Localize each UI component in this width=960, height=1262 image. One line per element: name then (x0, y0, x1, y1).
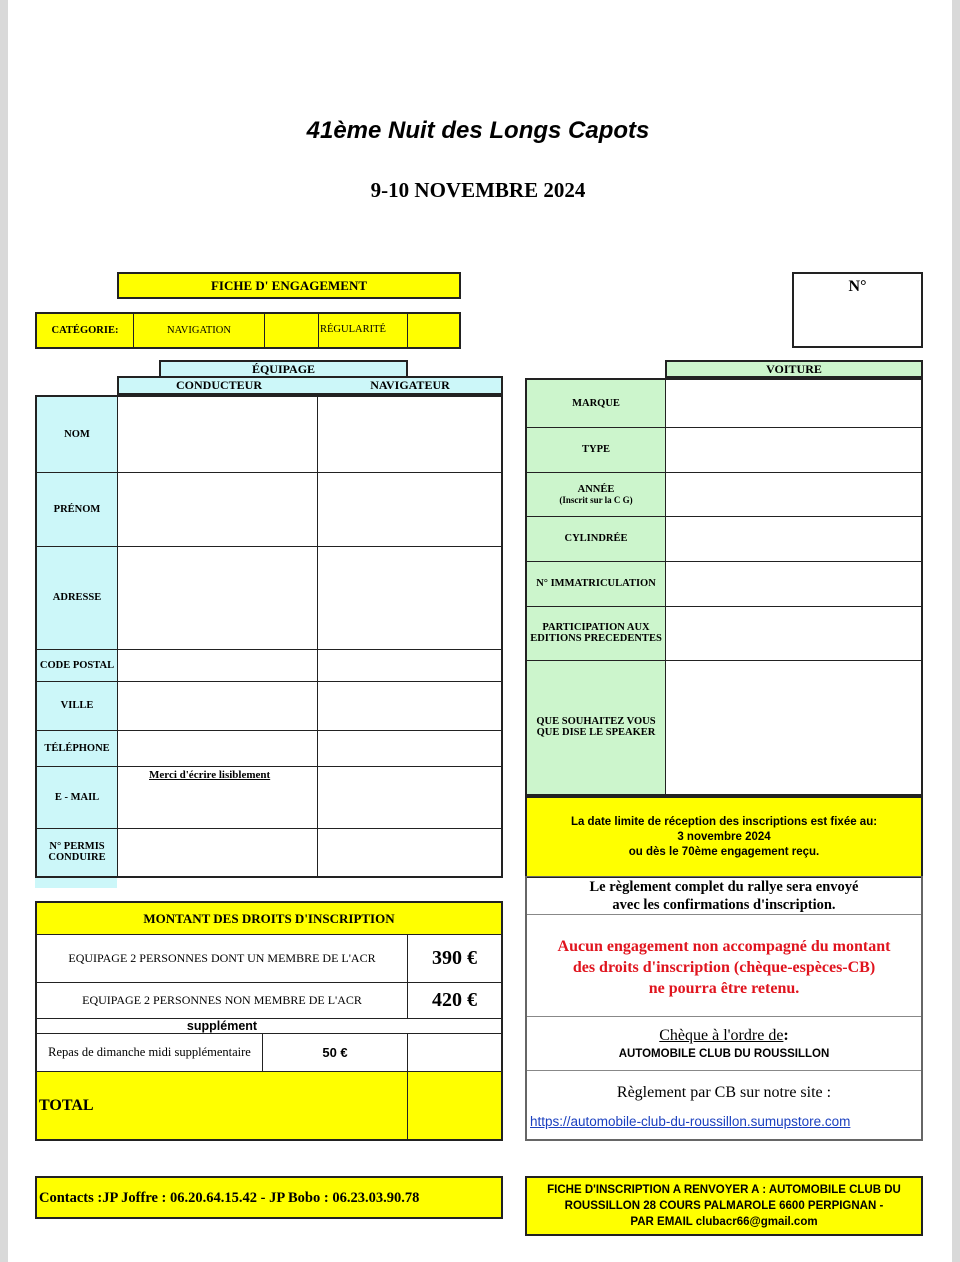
supplement-label: supplément (186, 1018, 258, 1033)
voiture-title: VOITURE (665, 360, 923, 378)
row2-label: EQUIPAGE 2 PERSONNES NON MEMBRE DE L'ACR (82, 993, 362, 1007)
event-date: 9-10 NOVEMBRE 2024 (370, 177, 586, 202)
equipage-table (35, 395, 503, 878)
navigateur-nom-field[interactable] (318, 397, 501, 472)
conducteur-nom-field[interactable] (118, 397, 317, 472)
legibility-note: Merci d'écrire lisiblement (149, 769, 271, 781)
categorie-label: CATÉGORIE: (51, 325, 119, 336)
row2-price: 420 € (432, 989, 477, 1011)
cheque-line1: Chèque à l'ordre de (659, 1027, 784, 1044)
deadline-line1: La date limite de réception des inscriptions est fixée au: (570, 815, 878, 828)
label-speaker: QUE SOUHAITEZ VOUS QUE DISE LE SPEAKER (536, 716, 656, 738)
numero-label: N° (848, 278, 867, 295)
montant-table (35, 901, 503, 1141)
fiche-header: FICHE D' ENGAGEMENT (117, 272, 461, 299)
equipage-cols-header (117, 376, 503, 395)
col-conducteur: CONDUCTEUR (175, 378, 262, 392)
label-prenom: PRÉNOM (53, 503, 101, 515)
label-code-postal: CODE POSTAL (39, 659, 115, 671)
cb-link[interactable]: https://automobile-club-du-roussillon.sumupstore.com (530, 1114, 851, 1129)
cheque-info (527, 1019, 921, 1071)
label-permis: N° PERMIS CONDUIRE (48, 841, 106, 863)
label-adresse: ADRESSE (52, 592, 102, 603)
deadline-box (525, 796, 923, 878)
equipage-title: ÉQUIPAGE (159, 360, 408, 378)
renvoi-line1: FICHE D'INSCRIPTION A RENVOYER A : AUTOMOBILE CLUB DU (547, 1184, 901, 1196)
categorie-regularite[interactable]: RÉGULARITÉ (320, 324, 386, 335)
deadline-line2: 3 novembre 2024 (677, 830, 771, 843)
label-nom: NOM (64, 429, 90, 440)
voiture-table (525, 378, 923, 796)
repas-label: Repas de dimanche midi supplémentaire (48, 1045, 251, 1059)
contacts-box (35, 1176, 503, 1219)
renvoi-box (525, 1176, 923, 1236)
label-telephone: TÉLÉPHONE (44, 742, 110, 754)
numero-box[interactable] (792, 272, 923, 348)
warning-line3: ne pourra être retenu. (648, 979, 800, 997)
renvoi-line3: PAR EMAIL clubacr66@gmail.com (630, 1216, 818, 1228)
categorie-navigation[interactable]: NAVIGATION (167, 325, 231, 336)
repas-quantity-field[interactable] (408, 1034, 501, 1071)
label-immatriculation: N° IMMATRICULATION (536, 578, 656, 589)
document-page (8, 0, 952, 1262)
warning-note (527, 917, 921, 1017)
reglement-line2: avec les confirmations d'inscription. (612, 897, 836, 913)
cheque-line2: AUTOMOBILE CLUB DU ROUSSILLON (618, 1048, 830, 1060)
reglement-note (527, 877, 921, 915)
deadline-line3: ou dès le 70ème engagement reçu. (628, 845, 820, 858)
total-label: TOTAL (39, 1097, 94, 1114)
label-annee-main: ANNÉE (577, 483, 615, 495)
cb-line: Règlement par CB sur notre site : (616, 1084, 832, 1101)
cheque-colon: : (783, 1027, 789, 1044)
label-ville: VILLE (60, 700, 94, 711)
warning-line2: des droits d'inscription (chèque-espèces-CB) (572, 958, 876, 976)
label-participation: PARTICIPATION AUX EDITIONS PRECEDENTES (530, 622, 662, 644)
repas-price: 50 € (322, 1045, 348, 1060)
warning-line1: Aucun engagement non accompagné du montant (557, 937, 891, 955)
row1-price: 390 € (432, 947, 477, 969)
label-cylindree: CYLINDRÉE (564, 533, 628, 544)
row1-label: EQUIPAGE 2 PERSONNES DONT UN MEMBRE DE L'ACR (68, 951, 376, 965)
info-column (525, 876, 923, 1141)
reglement-line1: Le règlement complet du rallye sera envoyé (589, 879, 859, 895)
label-email: E - MAIL (54, 791, 100, 803)
label-type: TYPE (581, 444, 610, 455)
col-navigateur: NAVIGATEUR (370, 378, 450, 392)
label-annee (527, 472, 665, 516)
montant-title: MONTANT DES DROITS D'INSCRIPTION (37, 903, 501, 934)
event-title: 41ème Nuit des Longs Capots (306, 117, 650, 144)
contacts-text: Contacts :JP Joffre : 06.20.64.15.42 - JP Bobo : 06.23.03.90.78 (39, 1190, 420, 1206)
renvoi-line2: ROUSSILLON 28 COURS PALMAROLE 6600 PERPIGNAN - (564, 1200, 884, 1212)
categorie-row (35, 312, 461, 349)
label-marque: MARQUE (572, 398, 620, 409)
total-field[interactable] (408, 1072, 501, 1139)
label-annee-sub: (Inscrit sur la C G) (559, 494, 633, 505)
